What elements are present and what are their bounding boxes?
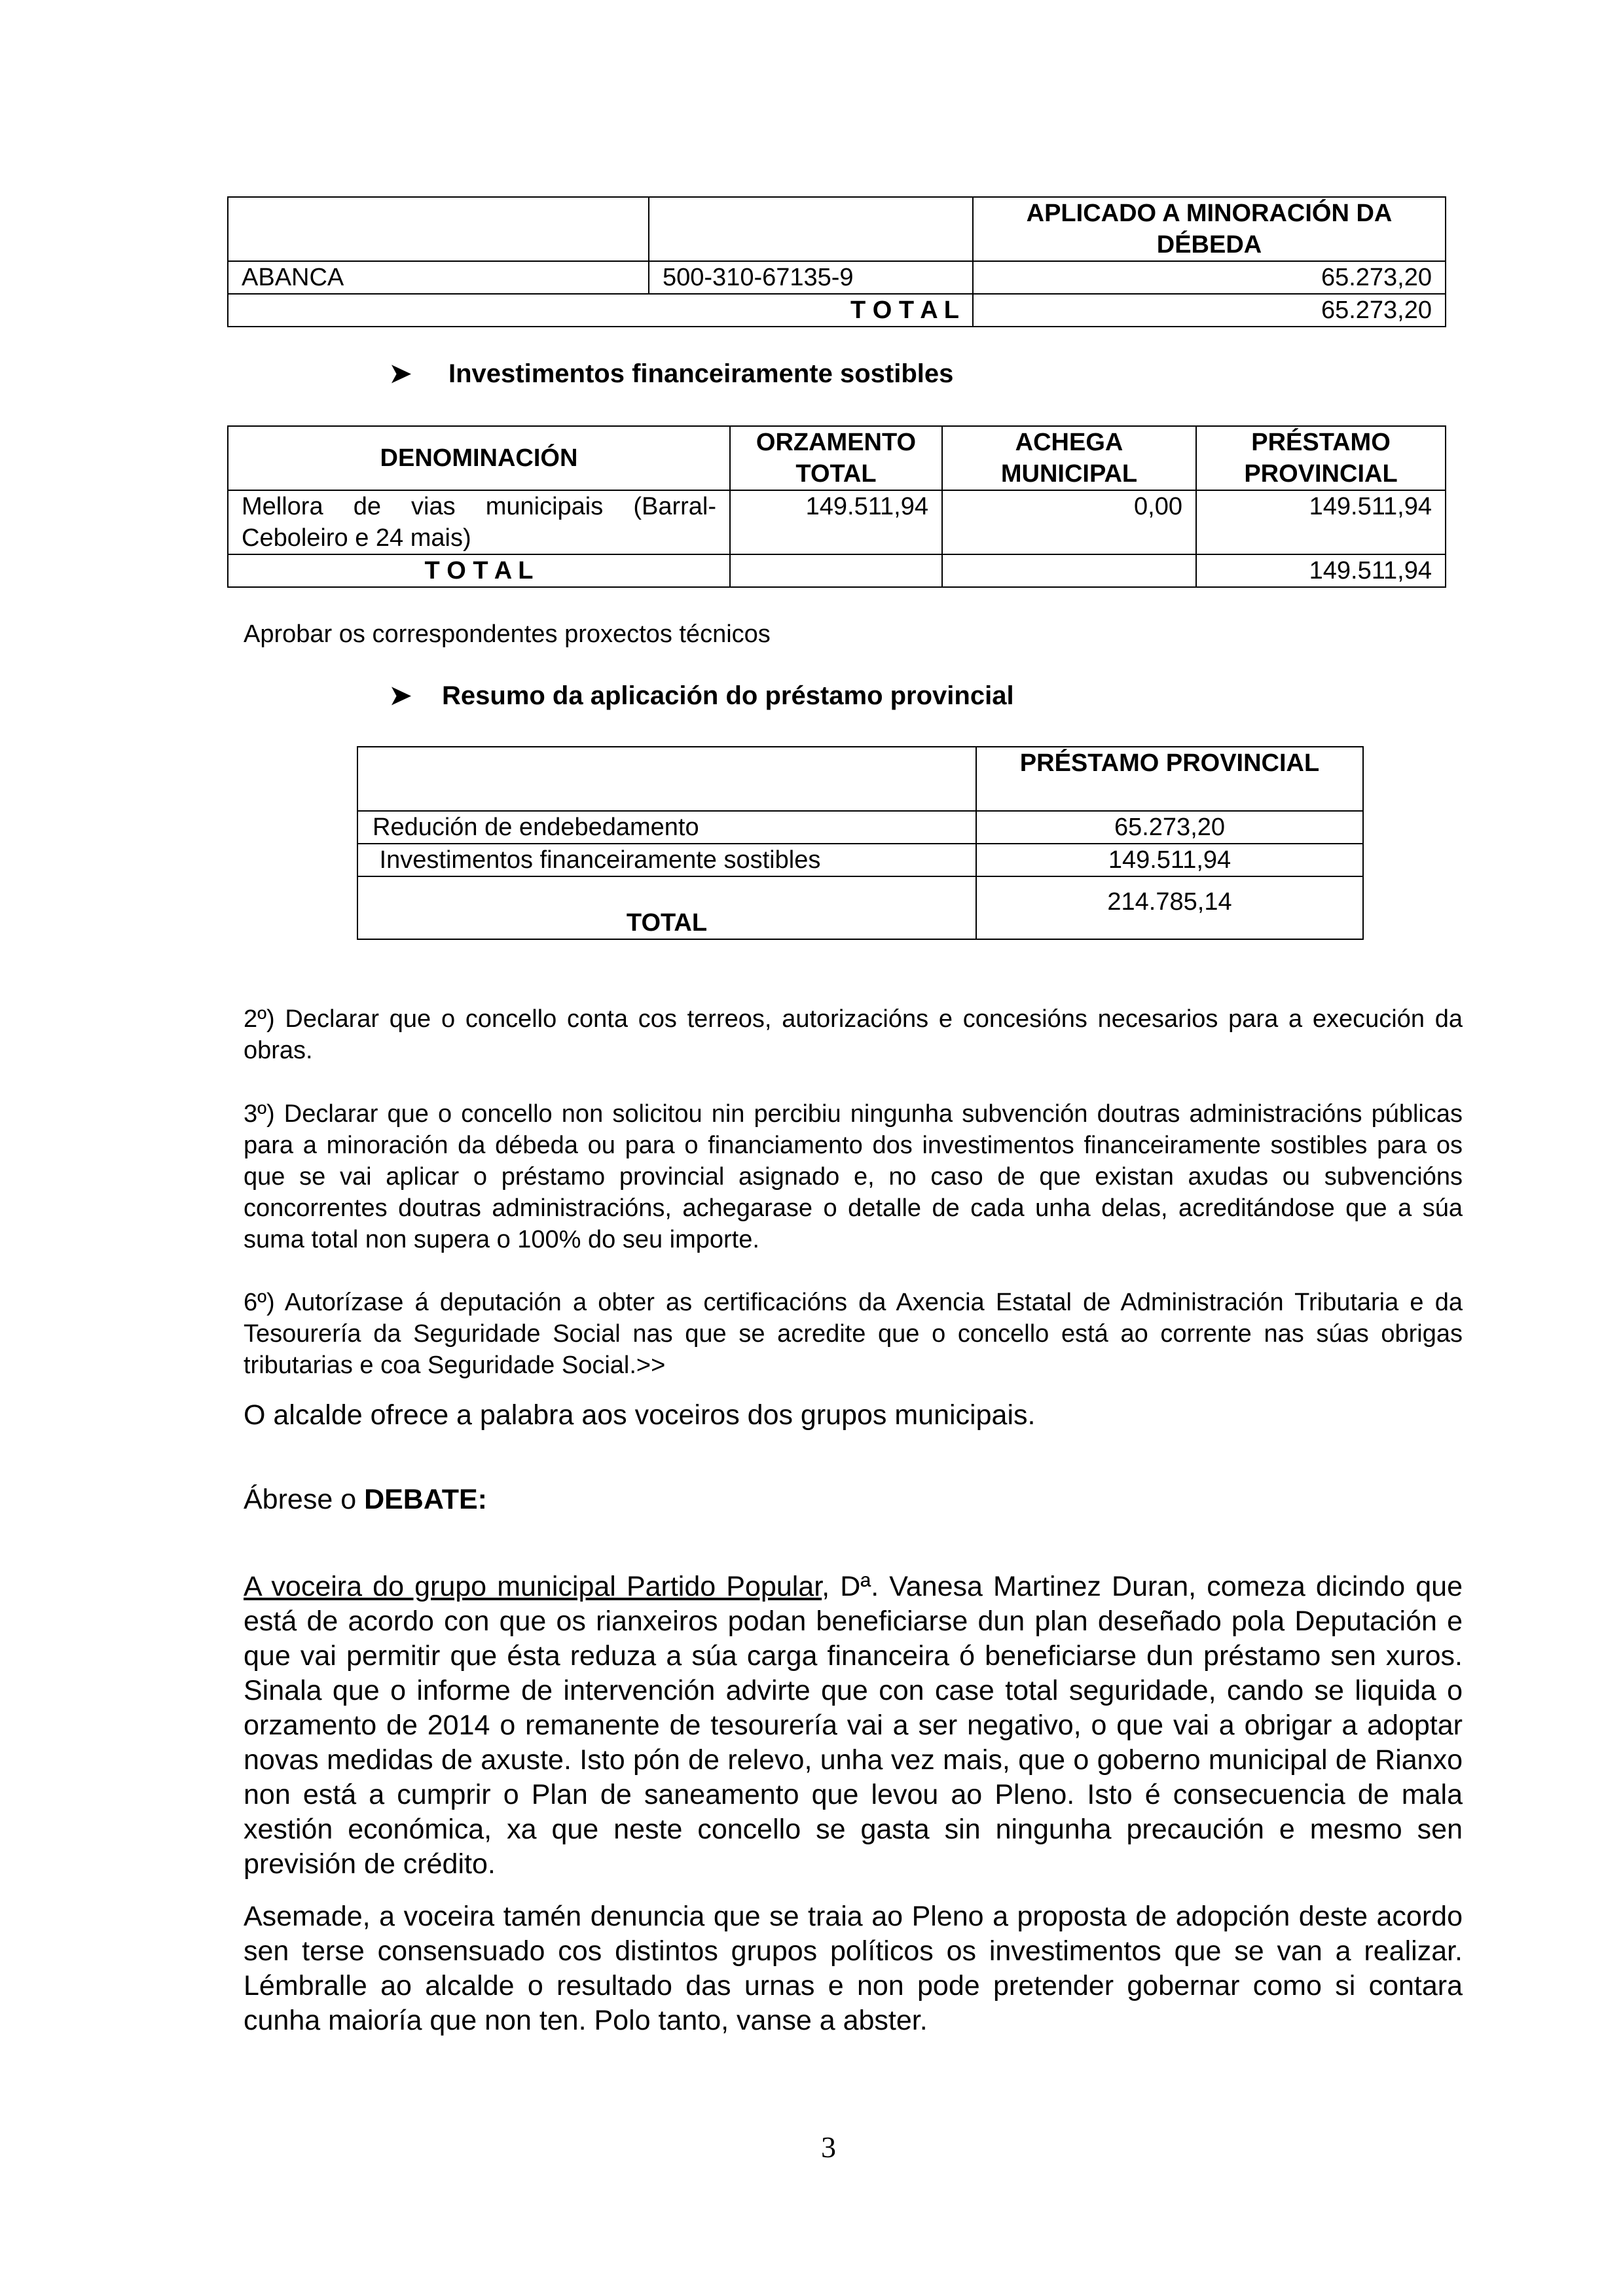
debt-amount: 65.273,20 bbox=[973, 261, 1446, 294]
section-heading-summary bbox=[390, 681, 1014, 711]
approve-text: Aprobar os correspondentes proxectos técnicos bbox=[244, 620, 771, 648]
debt-total-amount: 65.273,20 bbox=[973, 294, 1446, 327]
inv-budget: 149.511,94 bbox=[730, 490, 942, 554]
summary-header: PRÉSTAMO PROVINCIAL bbox=[976, 747, 1363, 811]
inv-total-empty bbox=[942, 554, 1196, 587]
inv-total-empty bbox=[730, 554, 942, 587]
debate-prefix: Ábrese o bbox=[244, 1484, 365, 1515]
summary-row-label: Investimentos financeiramente sostibles bbox=[357, 844, 976, 876]
summary-row-value: 149.511,94 bbox=[976, 844, 1363, 876]
paragraph-debate bbox=[244, 1482, 1463, 1517]
paragraph-6: 6º) Autorízase á deputación a obter as certificacións da Axencia Estatal de Administración Tributaria e da Tesourería da Seguridade Social nas que se acredite que o concello está ao corrente nas súas obrigas tributarias e coa Seguridade Social.>> bbox=[244, 1289, 1463, 1379]
debt-total-label: T O T A L bbox=[228, 294, 973, 327]
debate-bold: DEBATE: bbox=[364, 1484, 487, 1515]
debt-empty-cell bbox=[228, 197, 649, 261]
summary-row-value: 65.273,20 bbox=[976, 811, 1363, 844]
section-title: Investimentos financeiramente sostibles bbox=[448, 359, 954, 388]
paragraph-3: 3º) Declarar que o concello non solicitou nin percibiu ningunha subvención doutras administracións públicas para a minoración da débeda ou para o financiamento dos investimentos financeiramente sostibles para os que se vai aplicar o préstamo provincial asignado e, no caso de que existan axudas ou subvencións concorrentes doutras administracións, achegarase o detalle de cada unha delas, acreditándose que a súa suma total non supera o 100% do seu importe. bbox=[244, 1100, 1463, 1253]
paragraph-asemade: Asemade, a voceira tamén denuncia que se traia ao Pleno a proposta de adopción deste acordo sen terse consensuado cos distintos grupos políticos os investimentos que se van a realizar. Lémbralle ao alcalde o resultado das urnas e non pode pretender gobernar como si contara cunha maioría que non ten. Polo tanto, vanse a abster. bbox=[244, 1901, 1463, 2036]
inv-denomination: Mellora de vias municipais (Barral-Ceboleiro e 24 mais) bbox=[228, 490, 730, 554]
summary-row-label: Redución de endebedamento bbox=[357, 811, 976, 844]
arrow-bullet-icon: ➤ bbox=[390, 681, 412, 710]
inv-municipal: 0,00 bbox=[942, 490, 1196, 554]
inv-total-label: T O T A L bbox=[228, 554, 730, 587]
inv-header-municipal: ACHEGA MUNICIPAL bbox=[942, 426, 1196, 490]
voceira-name-underlined: A voceira do grupo municipal Partido Popular bbox=[244, 1571, 822, 1602]
page-number: 3 bbox=[821, 2130, 836, 2164]
section-heading-investments bbox=[390, 359, 953, 389]
summary-total-label: TOTAL bbox=[357, 876, 976, 939]
paragraph-2: 2º) Declarar que o concello conta cos terreos, autorizacións e concesións necesarios para a execución da obras. bbox=[244, 1005, 1463, 1064]
paragraph-voceira bbox=[244, 1570, 1463, 1882]
debt-header: APLICADO A MINORACIÓN DA DÉBEDA bbox=[973, 197, 1446, 261]
voceira-rest: , Dª. Vanesa Martinez Duran, comeza dicindo que está de acordo con que os rianxeiros podan beneficiarse dun plan deseñado pola Deputación e que vai permitir que ésta reduza a súa carga financeira ó beneficiarse dun préstamo sen xuros. Sinala que o informe de intervención advirte que con case total seguridade, cando se liquida o orzamento de 2014 o remanente de tesourería vai a ser negativo, o que vai a obrigar a adoptar novas medidas de axuste. Isto pón de relevo, unha vez mais, que o goberno municipal de Rianxo non está a cumprir o Plan de saneamento que levou ao Pleno. Isto é consecuencia de mala xestión económica, xa que neste concello se gasta sin ningunha precaución e mesmo sen previsión de crédito. bbox=[244, 1571, 1463, 1880]
summary-table bbox=[357, 746, 1364, 940]
paragraph-alcalde: O alcalde ofrece a palabra aos voceiros dos grupos municipais. bbox=[244, 1399, 1036, 1431]
debt-empty-cell bbox=[649, 197, 973, 261]
debt-table bbox=[227, 196, 1446, 327]
summary-empty-cell bbox=[357, 747, 976, 811]
inv-header-denomination: DENOMINACIÓN bbox=[228, 426, 730, 490]
debt-entity: ABANCA bbox=[228, 261, 649, 294]
arrow-bullet-icon: ➤ bbox=[390, 359, 412, 388]
summary-total-value: 214.785,14 bbox=[976, 876, 1363, 939]
section-title: Resumo da aplicación do préstamo provincial bbox=[442, 681, 1014, 710]
debt-account: 500-310-67135-9 bbox=[649, 261, 973, 294]
investments-table bbox=[227, 425, 1446, 588]
inv-header-budget: ORZAMENTO TOTAL bbox=[730, 426, 942, 490]
inv-provincial: 149.511,94 bbox=[1196, 490, 1446, 554]
inv-header-provincial: PRÉSTAMO PROVINCIAL bbox=[1196, 426, 1446, 490]
inv-total-provincial: 149.511,94 bbox=[1196, 554, 1446, 587]
